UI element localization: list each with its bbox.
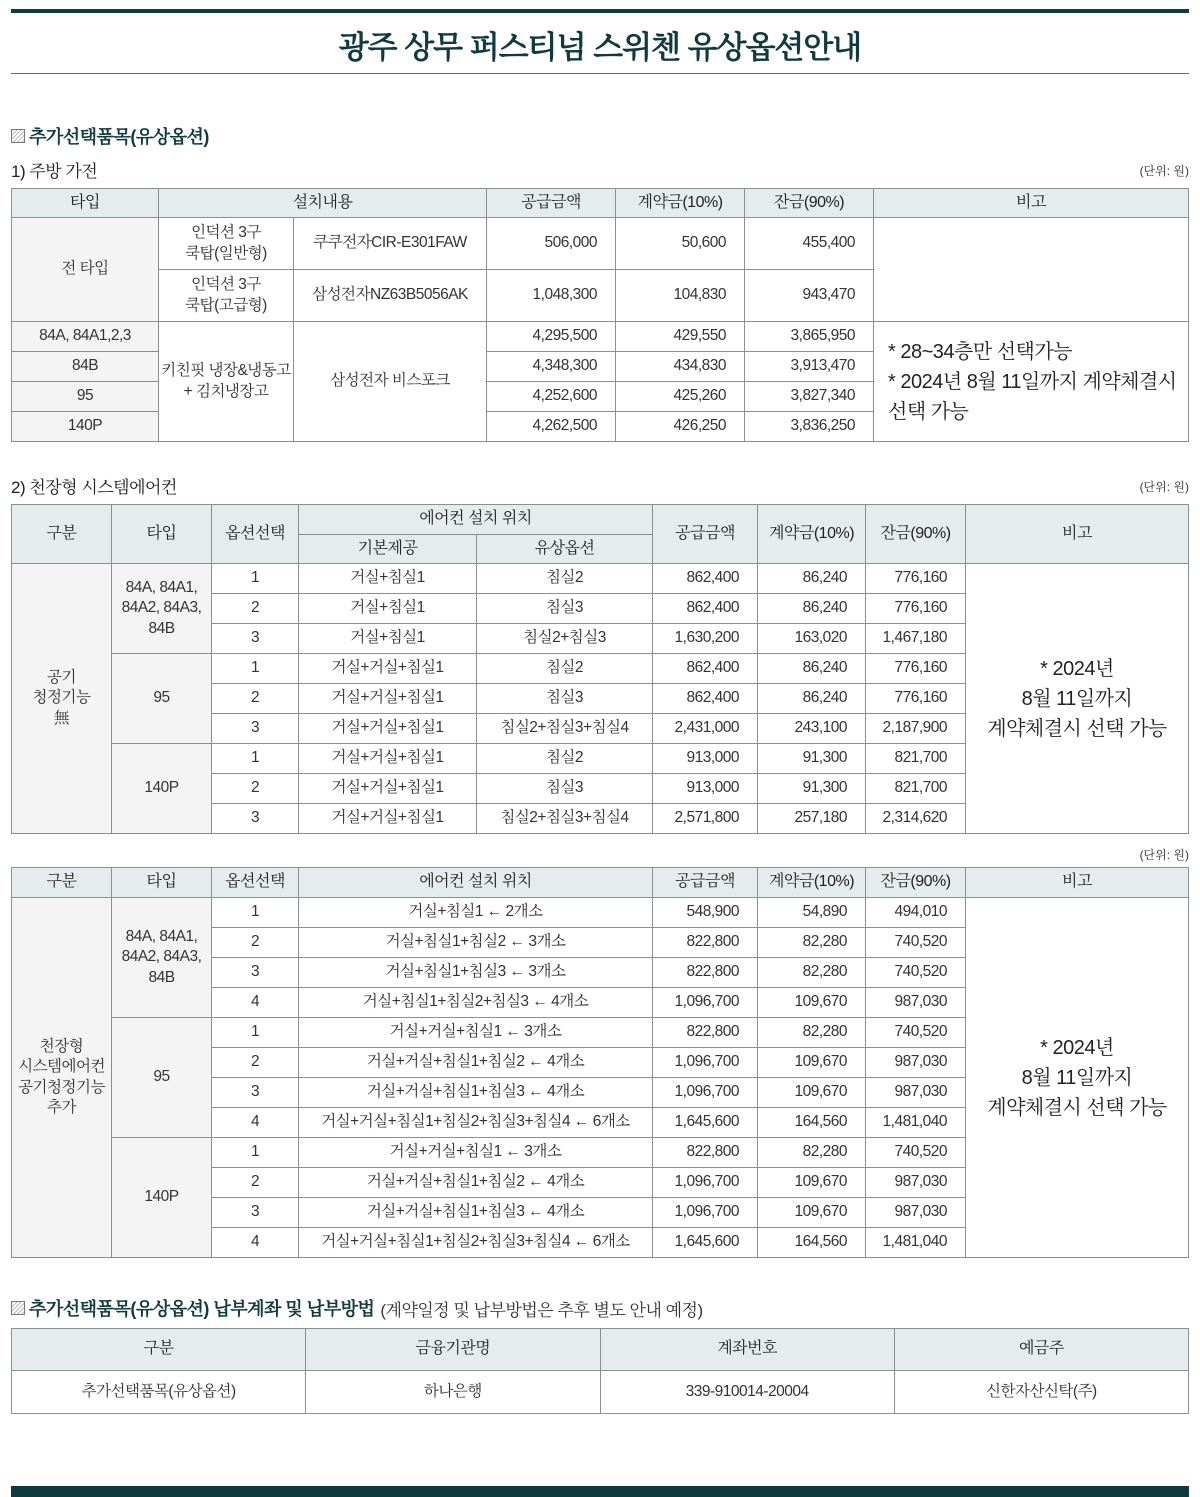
header-basic: 기본제공 (299, 535, 477, 564)
header-category: 구분 (12, 1329, 306, 1371)
option-cell: 3 (212, 804, 299, 834)
location-cell: 거실+거실+침실1 ← 3개소 (299, 1018, 653, 1048)
paid-location-cell: 침실3 (477, 774, 653, 804)
balance-cell: 776,160 (866, 564, 966, 594)
location-cell: 거실+침실1+침실2 ← 3개소 (299, 928, 653, 958)
header-balance: 잔금(90%) (866, 868, 966, 898)
supply-cell: 548,900 (653, 898, 758, 928)
deposit-cell: 54,890 (758, 898, 866, 928)
header-deposit: 계약금(10%) (758, 868, 866, 898)
bottom-bar (11, 1486, 1189, 1497)
header-supply: 공급금액 (487, 189, 616, 218)
table-row (12, 564, 1189, 594)
header-deposit: 계약금(10%) (758, 505, 866, 564)
deposit-cell: 91,300 (758, 774, 866, 804)
basic-location-cell: 거실+거실+침실1 (299, 774, 477, 804)
header-category: 구분 (12, 868, 112, 898)
unit-label: (단위: 원) (1139, 480, 1189, 494)
kitchen-heading: 1) 주방 가전 (11, 162, 98, 181)
page-title: 광주 상무 퍼스티넘 스위첸 유상옵션안내 (338, 30, 862, 65)
supply-cell: 4,295,500 (487, 322, 616, 352)
option-cell: 3 (212, 958, 299, 988)
header-option: 옵션선택 (212, 868, 299, 898)
basic-location-cell: 거실+거실+침실1 (299, 744, 477, 774)
supply-cell: 1,096,700 (653, 1168, 758, 1198)
location-cell: 거실+거실+침실1+침실2 ← 4개소 (299, 1048, 653, 1078)
balance-cell: 740,520 (866, 958, 966, 988)
supply-cell: 862,400 (653, 654, 758, 684)
option-cell: 2 (212, 774, 299, 804)
deposit-cell: 82,280 (758, 958, 866, 988)
deposit-cell: 86,240 (758, 594, 866, 624)
option-cell: 2 (212, 594, 299, 624)
title-divider (11, 73, 1189, 74)
supply-cell: 4,252,600 (487, 382, 616, 412)
type-cell: 84A, 84A1, 84A2, 84A3, 84B (112, 898, 212, 1018)
deposit-cell: 86,240 (758, 564, 866, 594)
location-cell: 거실+거실+침실1+침실2+침실3+침실4 ← 6개소 (299, 1228, 653, 1258)
category-cell: 천장형 시스템에어컨 공기청정기능 추가 (12, 898, 112, 1258)
header-holder: 예금주 (894, 1329, 1188, 1371)
balance-cell: 776,160 (866, 654, 966, 684)
section-title: 추가선택품목(유상옵션) (29, 127, 209, 147)
section-title: 추가선택품목(유상옵션) 납부계좌 및 납부방법 (29, 1299, 375, 1319)
option-cell: 3 (212, 1078, 299, 1108)
supply-cell: 1,048,300 (487, 270, 616, 322)
deposit-cell: 429,550 (616, 322, 745, 352)
basic-location-cell: 거실+침실1 (299, 564, 477, 594)
supply-cell: 862,400 (653, 684, 758, 714)
aircon-purifier-table (11, 867, 1189, 1258)
header-type: 타입 (112, 505, 212, 564)
section-heading-payment (11, 1295, 703, 1321)
option-cell: 1 (212, 564, 299, 594)
balance-cell: 987,030 (866, 1078, 966, 1108)
balance-cell: 776,160 (866, 684, 966, 714)
header-note: 비고 (874, 189, 1189, 218)
basic-location-cell: 거실+침실1 (299, 594, 477, 624)
table-row (12, 898, 1189, 928)
header-deposit: 계약금(10%) (616, 189, 745, 218)
deposit-cell: 425,260 (616, 382, 745, 412)
location-cell: 거실+침실1+침실2+침실3 ← 4개소 (299, 988, 653, 1018)
kitchen-appliance-table (11, 188, 1189, 442)
type-cell: 84A, 84A1, 84A2, 84A3, 84B (112, 564, 212, 654)
header-note: 비고 (966, 868, 1189, 898)
supply-cell: 1,645,600 (653, 1108, 758, 1138)
paid-location-cell: 침실2+침실3+침실4 (477, 804, 653, 834)
table-row (12, 322, 1189, 352)
balance-cell: 1,481,040 (866, 1108, 966, 1138)
option-cell: 1 (212, 1138, 299, 1168)
hatched-square-icon (11, 1301, 25, 1315)
header-paid: 유상옵션 (477, 535, 653, 564)
header-supply: 공급금액 (653, 868, 758, 898)
paid-location-cell: 침실2 (477, 564, 653, 594)
basic-location-cell: 거실+거실+침실1 (299, 654, 477, 684)
section-subtitle: (계약일정 및 납부방법은 추후 별도 안내 예정) (380, 1300, 703, 1320)
option-cell: 4 (212, 988, 299, 1018)
header-account: 계좌번호 (600, 1329, 894, 1371)
supply-cell: 862,400 (653, 594, 758, 624)
location-cell: 거실+침실1+침실3 ← 3개소 (299, 958, 653, 988)
deposit-cell: 243,100 (758, 714, 866, 744)
option-cell: 2 (212, 684, 299, 714)
option-cell: 2 (212, 1168, 299, 1198)
model-cell: 쿠쿠전자CIR-E301FAW (294, 218, 487, 270)
deposit-cell: 82,280 (758, 928, 866, 958)
deposit-cell: 82,280 (758, 1018, 866, 1048)
item-cell: 인덕션 3구 쿡탑(일반형) (159, 218, 294, 270)
balance-cell: 455,400 (745, 218, 874, 270)
header-install: 설치내용 (159, 189, 487, 218)
balance-cell: 1,481,040 (866, 1228, 966, 1258)
deposit-cell: 104,830 (616, 270, 745, 322)
header-location: 에어컨 설치 위치 (299, 505, 653, 535)
balance-cell: 3,865,950 (745, 322, 874, 352)
balance-cell: 494,010 (866, 898, 966, 928)
supply-cell: 822,800 (653, 1018, 758, 1048)
table-row (12, 1371, 1189, 1414)
header-type: 타입 (12, 189, 159, 218)
type-cell: 140P (112, 744, 212, 834)
option-cell: 3 (212, 624, 299, 654)
type-cell: 84B (12, 352, 159, 382)
type-cell: 95 (112, 1018, 212, 1138)
deposit-cell: 164,560 (758, 1108, 866, 1138)
header-note: 비고 (966, 505, 1189, 564)
note-cell: * 28~34층만 선택가능 * 2024년 8월 11일까지 계약체결시 선택 가능 (874, 322, 1189, 442)
balance-cell: 776,160 (866, 594, 966, 624)
location-cell: 거실+거실+침실1+침실2 ← 4개소 (299, 1168, 653, 1198)
option-cell: 3 (212, 1198, 299, 1228)
supply-cell: 4,262,500 (487, 412, 616, 442)
supply-cell: 2,431,000 (653, 714, 758, 744)
note-cell: * 2024년 8월 11일까지 계약체결시 선택 가능 (966, 564, 1189, 834)
paid-location-cell: 침실2+침실3+침실4 (477, 714, 653, 744)
option-cell: 3 (212, 714, 299, 744)
option-cell: 2 (212, 1048, 299, 1078)
deposit-cell: 109,670 (758, 1078, 866, 1108)
balance-cell: 3,836,250 (745, 412, 874, 442)
supply-cell: 2,571,800 (653, 804, 758, 834)
supply-cell: 913,000 (653, 744, 758, 774)
supply-cell: 1,645,600 (653, 1228, 758, 1258)
type-cell: 84A, 84A1,2,3 (12, 322, 159, 352)
aircon-heading: 2) 천장형 시스템에어컨 (11, 478, 177, 497)
deposit-cell: 109,670 (758, 1198, 866, 1228)
deposit-cell: 109,670 (758, 988, 866, 1018)
balance-cell: 943,470 (745, 270, 874, 322)
balance-cell: 987,030 (866, 1198, 966, 1228)
bank-cell: 하나은행 (306, 1371, 600, 1414)
header-type: 타입 (112, 868, 212, 898)
item-cell: 인덕션 3구 쿡탑(고급형) (159, 270, 294, 322)
header-balance: 잔금(90%) (866, 505, 966, 564)
header-location: 에어컨 설치 위치 (299, 868, 653, 898)
location-cell: 거실+침실1 ← 2개소 (299, 898, 653, 928)
paid-location-cell: 침실2+침실3 (477, 624, 653, 654)
table-row (12, 218, 1189, 270)
basic-location-cell: 거실+거실+침실1 (299, 804, 477, 834)
option-cell: 1 (212, 898, 299, 928)
header-balance: 잔금(90%) (745, 189, 874, 218)
balance-cell: 740,520 (866, 1138, 966, 1168)
note-cell-empty (874, 218, 1189, 322)
balance-cell: 987,030 (866, 988, 966, 1018)
supply-cell: 822,800 (653, 928, 758, 958)
supply-cell: 1,096,700 (653, 988, 758, 1018)
unit-label: (단위: 원) (1139, 164, 1189, 178)
payment-table (11, 1328, 1189, 1414)
deposit-cell: 82,280 (758, 1138, 866, 1168)
header-category: 구분 (12, 505, 112, 564)
supply-cell: 822,800 (653, 958, 758, 988)
account-holder-cell: 신한자산신탁(주) (894, 1371, 1188, 1414)
balance-cell: 987,030 (866, 1168, 966, 1198)
supply-cell: 4,348,300 (487, 352, 616, 382)
location-cell: 거실+거실+침실1+침실2+침실3+침실4 ← 6개소 (299, 1108, 653, 1138)
aircon-table (11, 504, 1189, 834)
deposit-cell: 434,830 (616, 352, 745, 382)
deposit-cell: 109,670 (758, 1168, 866, 1198)
type-cell: 140P (12, 412, 159, 442)
model-cell: 삼성전자NZ63B5056AK (294, 270, 487, 322)
balance-cell: 3,913,470 (745, 352, 874, 382)
deposit-cell: 86,240 (758, 684, 866, 714)
balance-cell: 2,187,900 (866, 714, 966, 744)
option-cell: 2 (212, 928, 299, 958)
hatched-square-icon (11, 129, 25, 143)
balance-cell: 821,700 (866, 744, 966, 774)
note-cell: * 2024년 8월 11일까지 계약체결시 선택 가능 (966, 898, 1189, 1258)
supply-cell: 862,400 (653, 564, 758, 594)
type-cell: 95 (12, 382, 159, 412)
deposit-cell: 91,300 (758, 744, 866, 774)
deposit-cell: 50,600 (616, 218, 745, 270)
option-cell: 1 (212, 1018, 299, 1048)
location-cell: 거실+거실+침실1+침실3 ← 4개소 (299, 1078, 653, 1108)
supply-cell: 913,000 (653, 774, 758, 804)
supply-cell: 506,000 (487, 218, 616, 270)
balance-cell: 2,314,620 (866, 804, 966, 834)
deposit-cell: 86,240 (758, 654, 866, 684)
paid-location-cell: 침실3 (477, 594, 653, 624)
deposit-cell: 426,250 (616, 412, 745, 442)
deposit-cell: 257,180 (758, 804, 866, 834)
balance-cell: 821,700 (866, 774, 966, 804)
paid-location-cell: 침실2 (477, 654, 653, 684)
balance-cell: 987,030 (866, 1048, 966, 1078)
supply-cell: 1,096,700 (653, 1048, 758, 1078)
location-cell: 거실+거실+침실1 ← 3개소 (299, 1138, 653, 1168)
supply-cell: 822,800 (653, 1138, 758, 1168)
account-number-cell: 339-910014-20004 (600, 1371, 894, 1414)
balance-cell: 3,827,340 (745, 382, 874, 412)
category-cell: 추가선택품목(유상옵션) (12, 1371, 306, 1414)
option-cell: 4 (212, 1228, 299, 1258)
item-cell: 키친핏 냉장&냉동고 + 김치냉장고 (159, 322, 294, 442)
header-bank: 금융기관명 (306, 1329, 600, 1371)
deposit-cell: 163,020 (758, 624, 866, 654)
top-bar (11, 9, 1189, 13)
model-cell: 삼성전자 비스포크 (294, 322, 487, 442)
basic-location-cell: 거실+침실1 (299, 624, 477, 654)
type-cell: 140P (112, 1138, 212, 1258)
option-cell: 1 (212, 654, 299, 684)
basic-location-cell: 거실+거실+침실1 (299, 684, 477, 714)
header-supply: 공급금액 (653, 505, 758, 564)
deposit-cell: 109,670 (758, 1048, 866, 1078)
unit-label: (단위: 원) (1139, 848, 1189, 862)
balance-cell: 740,520 (866, 928, 966, 958)
paid-location-cell: 침실2 (477, 744, 653, 774)
type-cell: 95 (112, 654, 212, 744)
balance-cell: 1,467,180 (866, 624, 966, 654)
location-cell: 거실+거실+침실1+침실3 ← 4개소 (299, 1198, 653, 1228)
supply-cell: 1,096,700 (653, 1078, 758, 1108)
option-cell: 4 (212, 1108, 299, 1138)
supply-cell: 1,630,200 (653, 624, 758, 654)
basic-location-cell: 거실+거실+침실1 (299, 714, 477, 744)
paid-location-cell: 침실3 (477, 684, 653, 714)
category-cell: 공기 청정기능 無 (12, 564, 112, 834)
supply-cell: 1,096,700 (653, 1198, 758, 1228)
header-option: 옵션선택 (212, 505, 299, 564)
deposit-cell: 164,560 (758, 1228, 866, 1258)
option-cell: 1 (212, 744, 299, 774)
balance-cell: 740,520 (866, 1018, 966, 1048)
type-cell: 전 타입 (12, 218, 159, 322)
section-heading-paid-options (11, 123, 209, 149)
